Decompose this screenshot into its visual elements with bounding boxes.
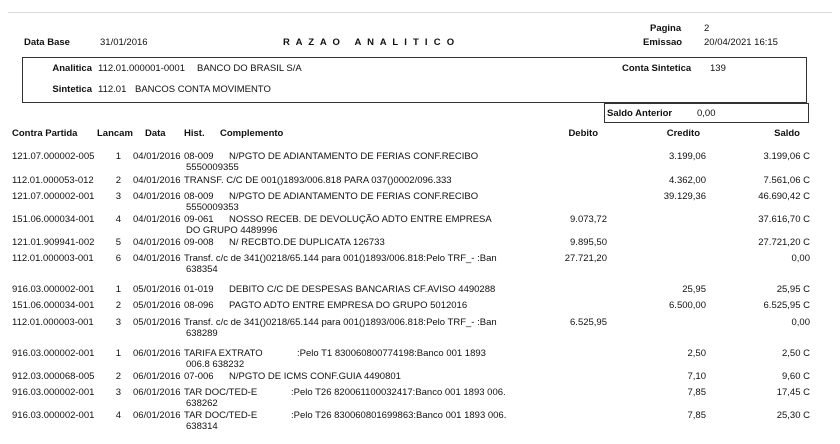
entry-complemento: DEBITO C/C DE DESPESAS BANCARIAS CF.AVISO 4490288 bbox=[229, 283, 496, 295]
analitica-name: BANCO DO BRASIL S/A bbox=[197, 62, 302, 74]
entry-date: 04/01/2016 bbox=[133, 174, 181, 186]
report-title: R A Z A O A N A L I T I C O bbox=[283, 36, 456, 48]
entry-contra-partida: 112.01.000053-012 bbox=[12, 174, 94, 186]
entry-complemento-continuation: 638262 bbox=[186, 398, 218, 409]
entry-credito: 3.199,06 bbox=[669, 150, 706, 162]
entry-lancamento: 4 bbox=[115, 409, 121, 421]
entry-historico: 08-009 bbox=[184, 190, 214, 202]
entry-date: 05/01/2016 bbox=[133, 299, 181, 311]
ledger-entry bbox=[0, 387, 840, 411]
entry-saldo: 9,60 C bbox=[782, 370, 810, 382]
entry-date: 05/01/2016 bbox=[133, 316, 181, 328]
conta-sintetica-value: 139 bbox=[710, 62, 726, 74]
entry-complemento: NOSSO RECEB. DE DEVOLUÇÃO ADTO ENTRE EMPRESA bbox=[229, 213, 492, 225]
entry-lancamento: 3 bbox=[115, 386, 121, 398]
entry-credito: 4.362,00 bbox=[669, 174, 706, 186]
column-header-data: Data bbox=[145, 127, 166, 139]
entry-lancamento: 3 bbox=[115, 316, 121, 328]
column-header-saldo: Saldo bbox=[774, 127, 800, 139]
entry-lancamento: 6 bbox=[115, 252, 121, 264]
entry-saldo: 7.561,06 C bbox=[763, 174, 810, 186]
entry-saldo: 37.616,70 C bbox=[758, 213, 810, 225]
entry-date: 06/01/2016 bbox=[133, 370, 181, 382]
entry-lancamento: 3 bbox=[115, 190, 121, 202]
entry-contra-partida: 916.03.000002-001 bbox=[12, 347, 95, 359]
saldo-anterior-label: Saldo Anterior bbox=[607, 107, 673, 119]
entry-date: 05/01/2016 bbox=[133, 283, 181, 295]
ledger-entry bbox=[0, 253, 840, 277]
entry-complemento-reference: :Pelo T26 830060801699863:Banco 001 1893 006. bbox=[291, 409, 507, 421]
entry-credito: 7,10 bbox=[687, 370, 706, 382]
ledger-entry bbox=[0, 214, 840, 238]
entry-date: 04/01/2016 bbox=[133, 190, 181, 202]
sintetica-name: BANCOS CONTA MOVIMENTO bbox=[135, 83, 271, 95]
entry-complemento: TARIFA EXTRATO bbox=[184, 347, 263, 359]
entry-saldo: 17,45 C bbox=[776, 386, 810, 398]
entry-contra-partida: 121.07.000002-001 bbox=[12, 190, 95, 202]
entry-contra-partida: 916.03.000002-001 bbox=[12, 283, 95, 295]
entry-historico: 08-096 bbox=[184, 299, 214, 311]
entry-debito: 9.073,72 bbox=[570, 213, 607, 225]
entry-credito: 39.129,36 bbox=[663, 190, 706, 202]
data-base-value: 31/01/2016 bbox=[100, 36, 148, 48]
entry-lancamento: 2 bbox=[115, 174, 121, 186]
entry-historico: 07-006 bbox=[184, 370, 214, 382]
entry-contra-partida: 916.03.000002-001 bbox=[12, 409, 95, 421]
entry-date: 04/01/2016 bbox=[133, 252, 181, 264]
entry-lancamento: 2 bbox=[115, 370, 121, 382]
entry-debito: 27.721,20 bbox=[564, 252, 607, 264]
pagina-label: Pagina bbox=[650, 22, 682, 34]
entry-historico: 08-009 bbox=[184, 150, 214, 162]
entry-complemento-reference: :Pelo T1 830060800774198:Banco 001 1893 bbox=[297, 347, 486, 359]
entry-historico: 09-008 bbox=[184, 236, 214, 248]
entry-saldo: 6.525,95 C bbox=[763, 299, 810, 311]
entry-debito: 6.525,95 bbox=[570, 316, 607, 328]
entry-contra-partida: 151.06.000034-001 bbox=[12, 213, 95, 225]
entry-date: 04/01/2016 bbox=[133, 150, 181, 162]
data-base-label: Data Base bbox=[24, 36, 70, 48]
entry-contra-partida: 112.01.000003-001 bbox=[12, 252, 94, 264]
entry-credito: 6.500,00 bbox=[669, 299, 706, 311]
entry-date: 04/01/2016 bbox=[133, 236, 181, 248]
entry-contra-partida: 121.01.909941-002 bbox=[12, 236, 95, 248]
sintetica-code: 112.01 bbox=[98, 83, 127, 95]
entry-credito: 7,85 bbox=[687, 386, 706, 398]
entry-complemento-continuation: DO GRUPO 4489996 bbox=[186, 225, 278, 236]
entry-saldo: 0,00 bbox=[791, 252, 810, 264]
entry-complemento: TAR DOC/TED-E bbox=[184, 409, 258, 421]
entry-complemento: Transf. c/c de 341()0218/65.144 para 001()1893/006.818:Pelo TRF_- :Ban bbox=[184, 252, 497, 264]
ledger-entry bbox=[0, 348, 840, 372]
entry-complemento: N/ RECBTO.DE DUPLICATA 126733 bbox=[229, 236, 385, 248]
entry-saldo: 3.199,06 C bbox=[763, 150, 810, 162]
entry-contra-partida: 121.07.000002-005 bbox=[12, 150, 95, 162]
entry-complemento: N/PGTO DE ADIANTAMENTO DE FERIAS CONF.RECIBO bbox=[229, 190, 479, 202]
entry-contra-partida: 151.06.000034-001 bbox=[12, 299, 95, 311]
emissao-label: Emissao bbox=[643, 36, 683, 48]
entry-saldo: 0,00 bbox=[791, 316, 810, 328]
sintetica-label: Sintetica bbox=[52, 83, 92, 95]
entry-saldo: 2,50 C bbox=[782, 347, 810, 359]
entry-date: 06/01/2016 bbox=[133, 347, 181, 359]
entry-saldo: 27.721,20 C bbox=[758, 236, 810, 248]
pagina-value: 2 bbox=[704, 22, 710, 34]
entry-complemento-continuation: 5550009353 bbox=[186, 202, 239, 213]
entry-contra-partida: 916.03.000002-001 bbox=[12, 386, 95, 398]
entry-complemento-continuation: 638354 bbox=[186, 264, 218, 275]
analitica-code: 112.01.000001-0001 bbox=[98, 62, 185, 74]
entry-saldo: 25,30 C bbox=[776, 409, 810, 421]
entry-debito: 9.895,50 bbox=[570, 236, 607, 248]
entry-historico: 09-061 bbox=[184, 213, 214, 225]
entry-complemento: PAGTO ADTO ENTRE EMPRESA DO GRUPO 5012016 bbox=[229, 299, 468, 311]
entry-lancamento: 1 bbox=[115, 347, 121, 359]
entry-lancamento: 1 bbox=[115, 283, 121, 295]
entry-lancamento: 5 bbox=[115, 236, 121, 248]
entry-lancamento: 1 bbox=[115, 150, 121, 162]
ledger-entry bbox=[0, 410, 840, 434]
ledger-entry bbox=[0, 317, 840, 341]
column-header-contra-partida: Contra Partida bbox=[12, 127, 78, 139]
column-header-credito: Credito bbox=[666, 127, 700, 139]
entry-saldo: 25,95 C bbox=[776, 283, 810, 295]
entry-contra-partida: 912.03.000068-005 bbox=[12, 370, 95, 382]
entry-lancamento: 2 bbox=[115, 299, 121, 311]
conta-sintetica-label: Conta Sintetica bbox=[622, 62, 692, 74]
entry-complemento: TAR DOC/TED-E bbox=[184, 386, 258, 398]
emissao-value: 20/04/2021 16:15 bbox=[704, 36, 778, 48]
entry-complemento: N/PGTO DE ADIANTAMENTO DE FERIAS CONF.RECIBO bbox=[229, 150, 479, 162]
column-header-complemento: Complemento bbox=[220, 127, 284, 139]
entry-credito: 2,50 bbox=[687, 347, 706, 359]
entry-complemento-continuation: 638314 bbox=[186, 421, 218, 432]
entry-credito: 7,85 bbox=[687, 409, 706, 421]
ledger-entry bbox=[0, 151, 840, 175]
entry-date: 06/01/2016 bbox=[133, 386, 181, 398]
entry-complemento-continuation: 006.8 638232 bbox=[186, 359, 245, 370]
entry-complemento-continuation: 638289 bbox=[186, 328, 218, 339]
entry-credito: 25,95 bbox=[682, 283, 706, 295]
ledger-entry bbox=[0, 191, 840, 215]
entry-complemento: Transf. c/c de 341()0218/65.144 para 001()1893/006.818:Pelo TRF_- :Ban bbox=[184, 316, 497, 328]
column-header-debito: Debito bbox=[568, 127, 598, 139]
column-header-lancam: Lancam bbox=[97, 127, 133, 139]
entry-saldo: 46.690,42 C bbox=[758, 190, 810, 202]
entry-contra-partida: 112.01.000003-001 bbox=[12, 316, 94, 328]
entry-complemento-continuation: 5550009355 bbox=[186, 162, 239, 173]
top-divider bbox=[8, 12, 832, 13]
entry-complemento: N/PGTO DE ICMS CONF.GUIA 4490801 bbox=[229, 370, 401, 382]
entry-lancamento: 4 bbox=[115, 213, 121, 225]
entry-date: 04/01/2016 bbox=[133, 213, 181, 225]
entry-complemento-reference: :Pelo T26 820061100032417:Banco 001 1893 006. bbox=[291, 386, 506, 398]
analitica-label: Analitica bbox=[52, 62, 92, 74]
entry-date: 06/01/2016 bbox=[133, 409, 181, 421]
entry-complemento: TRANSF. C/C DE 001()1893/006.818 PARA 037()0002/096.333 bbox=[184, 174, 452, 186]
column-header-hist: Hist. bbox=[184, 127, 205, 139]
saldo-anterior-value: 0,00 bbox=[697, 107, 716, 119]
entry-historico: 01-019 bbox=[184, 283, 214, 295]
